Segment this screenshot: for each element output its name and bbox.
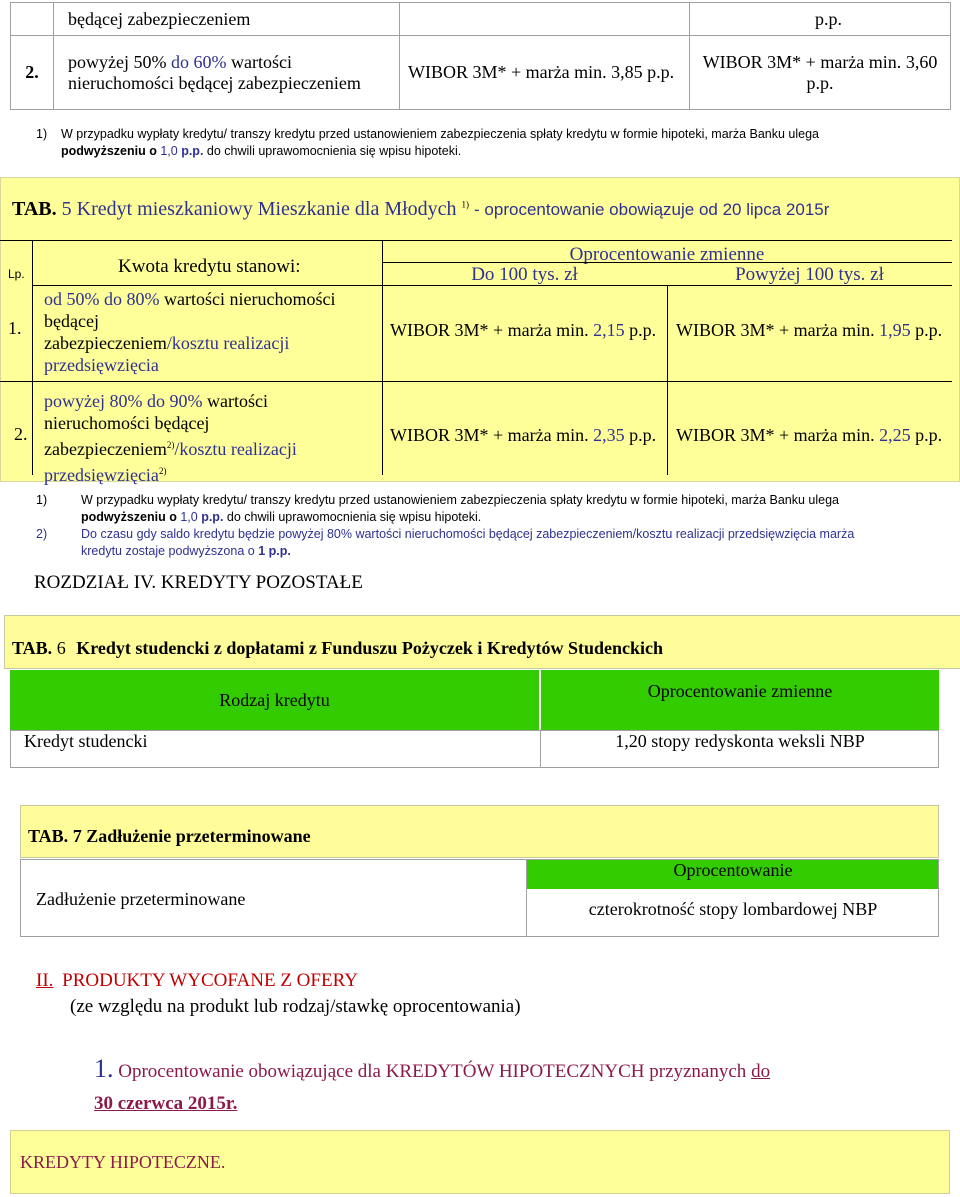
- kredyty-hipoteczne-label: [20, 1152, 225, 1173]
- powyzej100-header: [667, 264, 952, 286]
- row-desc-text: będącej zabezpieczeniem: [68, 8, 251, 29]
- top-table-row1-pp: [690, 3, 951, 36]
- lp-header-text: Lp.: [8, 267, 25, 281]
- tab5-title: [12, 198, 829, 221]
- header-text: Oprocentowanie: [673, 860, 793, 880]
- do100-header: [382, 264, 667, 286]
- heading-text: Oprocentowanie obowiązujące dla KREDYTÓW HIPOTECZNYCH przyznanych: [118, 1061, 747, 1082]
- cell-text: 1,20 stopy redyskonta weksli NBP: [615, 731, 865, 751]
- kwota-header-text: Kwota kredytu stanowi:: [118, 256, 301, 277]
- top-table-row1-empty: [400, 3, 690, 36]
- desc-part: przedsięwzięcia: [44, 465, 159, 485]
- desc-part: do: [170, 51, 189, 72]
- cell-text: czterokrotność stopy lombardowej NBP: [588, 899, 878, 919]
- footnote-text: kredytu zostaje podwyższona o: [81, 544, 255, 558]
- footnote-number: 2): [36, 527, 48, 541]
- tab7-title: [28, 826, 311, 847]
- tab6-col2-header: [541, 681, 939, 702]
- section-heading-rozdzial-iv: [34, 572, 363, 594]
- tab6-col1-header: [10, 690, 539, 711]
- tab-subtitle: - oprocentowanie obowiązuje od 20 lipca 2015r: [474, 200, 830, 219]
- section-ii-heading: [36, 970, 358, 992]
- rate-value: 3,60 p.p.: [806, 51, 938, 93]
- footnote-number: 1): [36, 127, 48, 141]
- tab-prefix: TAB.: [12, 198, 57, 220]
- header-text: Oprocentowanie zmienne: [647, 681, 833, 701]
- header-bottom-line: [32, 285, 952, 286]
- tab5-footnotes: [36, 492, 946, 560]
- tab6-row-value: [541, 731, 939, 752]
- desc-part: wartości nieruchomości będącej: [44, 289, 336, 331]
- rate-value: 2,25: [879, 425, 911, 445]
- rate-prefix: WIBOR 3M* + marża min.: [390, 425, 589, 445]
- section-subtitle: (ze względu na produkt lub rodzaj/stawkę oprocentowania): [70, 996, 521, 1017]
- desc-part: powyżej 50%: [68, 51, 167, 72]
- footnote-text: W przypadku wypłaty kredytu/ transzy kredytu przed ustanowieniem zabezpieczenia spłaty kredytu w formie hipoteki, marża Banku ulega: [61, 127, 819, 141]
- lp-text: 1.: [8, 318, 22, 338]
- tab6-row-name: [24, 731, 147, 752]
- rate-value: 1,95: [879, 320, 911, 340]
- desc-part: wartości nieruchomości będącej: [44, 391, 268, 433]
- footnote-1-line-2: [36, 509, 946, 526]
- desc-part: od 50%: [44, 289, 100, 309]
- row1-lp: [8, 318, 22, 339]
- heading-date: 30 czerwca 2015r.: [94, 1093, 238, 1114]
- tab-number: 6: [56, 638, 66, 658]
- heading-1: [94, 1053, 914, 1120]
- section-number: II.: [36, 970, 54, 991]
- desc-part: wartości nieruchomości będącej zabezpieczeniem: [68, 51, 361, 93]
- rate-pp: p.p.: [629, 320, 657, 340]
- footnote-value: 1,0: [160, 144, 178, 158]
- footnote-rest: do chwili uprawomocnienia się wpisu hipoteki.: [226, 510, 482, 524]
- desc-part: /kosztu realizacji: [174, 439, 297, 459]
- rate-pp: p.p.: [915, 425, 943, 445]
- tab-prefix: TAB.: [12, 638, 53, 658]
- desc-part: /kosztu realizacji przedsięwzięcia: [44, 333, 290, 375]
- footnote-line-2: [36, 143, 936, 160]
- row2-rate2: [676, 425, 942, 446]
- row1-desc: [44, 288, 374, 376]
- footnote-1-line-1: [36, 492, 946, 509]
- footnote-bold: podwyższeniu o: [81, 510, 177, 524]
- footnote-2-line-1: [36, 526, 946, 543]
- cell-text: Zadłużenie przeterminowane: [36, 889, 246, 909]
- desc-sup: 2): [166, 440, 175, 450]
- footnote-2-line-2: [36, 543, 946, 560]
- tab-prefix: TAB.: [28, 826, 69, 846]
- top-table-row2-lp: [11, 36, 54, 110]
- row1-rate2: [676, 320, 942, 341]
- footnote-text: Do czasu gdy saldo kredytu będzie powyżej 80% wartości nieruchomości będącej zabezpieczeniem/kosztu realizacji przedsięwzięcia marża: [81, 527, 855, 541]
- tab-title-text: 5 Kredyt mieszkaniowy Mieszkanie dla Młodych: [61, 198, 457, 220]
- rate-value: 2,35: [593, 425, 625, 445]
- rate-value: 2,15: [593, 320, 625, 340]
- rate-prefix: WIBOR 3M* + marża min.: [676, 320, 875, 340]
- header-text: Rodzaj kredytu: [219, 690, 330, 710]
- lp-text: 2.: [14, 424, 28, 444]
- row2-rate1: [390, 425, 656, 446]
- desc-part: do 80%: [104, 289, 160, 309]
- rate-pp: p.p.: [915, 320, 943, 340]
- row2-desc: [44, 390, 374, 486]
- top-table-row2-desc: [54, 36, 400, 110]
- footnote-rest: do chwili uprawomocnienia się wpisu hipoteki.: [206, 144, 462, 158]
- rate-prefix: WIBOR 3M* + marża min.: [408, 62, 607, 82]
- footnote-pp: p.p.: [181, 144, 204, 158]
- col-line: [32, 240, 33, 475]
- desc-part: zabezpieczeniem: [44, 439, 167, 459]
- col-line: [667, 285, 668, 475]
- tab-title-text: Kredyt studencki z dopłatami z Funduszu Pożyczek i Kredytów Studenckich: [76, 638, 664, 658]
- row2-lp: [14, 424, 28, 445]
- footnote-number: 1): [36, 493, 48, 507]
- footnote-pp: p.p.: [201, 510, 224, 524]
- top-table-row1-desc: [54, 3, 400, 36]
- tab-title-text: 7 Zadłużenie przeterminowane: [72, 826, 311, 846]
- footnote-top: [36, 126, 936, 160]
- heading-do: do: [751, 1061, 771, 1082]
- desc-part: powyżej 80%: [44, 391, 143, 411]
- rate-prefix: WIBOR 3M* + marża min.: [390, 320, 589, 340]
- top-table-row2-rate-left: [400, 36, 690, 110]
- footnote-value: 1,0: [180, 510, 198, 524]
- rate-prefix: WIBOR 3M* + marża min.: [676, 425, 875, 445]
- lp-text: 2.: [25, 62, 39, 82]
- rate-value: 3,85 p.p.: [611, 62, 675, 82]
- desc-sup: 2): [158, 466, 167, 476]
- tab7-row-value: [527, 899, 939, 920]
- cell-text: Kredyt studencki: [24, 731, 148, 751]
- rate-pp: p.p.: [629, 425, 657, 445]
- footnote-line-1: [36, 126, 936, 143]
- section-title: ROZDZIAŁ IV. KREDYTY POZOSTAŁE: [34, 572, 363, 593]
- section-title: PRODUKTY WYCOFANE Z OFERY: [62, 970, 358, 991]
- header-divider: [382, 262, 952, 263]
- section-ii-subtitle: [70, 996, 521, 1018]
- top-table-cell-lp-empty: [11, 3, 54, 36]
- row-separator: [0, 381, 952, 382]
- desc-part: 60%: [193, 51, 227, 72]
- tab7-row-name: [36, 889, 245, 910]
- footnote-value: 1 p.p.: [258, 544, 291, 558]
- pp-text: p.p.: [815, 8, 842, 29]
- desc-part: zabezpieczeniem: [44, 333, 167, 353]
- tab5-table: [0, 240, 958, 485]
- row1-rate1: [390, 320, 656, 341]
- tab7-col2-header: [527, 860, 939, 881]
- powyzej100-text: Powyżej 100 tys. zł: [735, 264, 884, 285]
- top-table-row2-rate-right: [690, 36, 951, 110]
- top-rate-table: [10, 2, 951, 110]
- do100-text: Do 100 tys. zł: [471, 264, 578, 285]
- footnote-bold: podwyższeniu o: [61, 144, 157, 158]
- oprocentowanie-header-text: Oprocentowanie zmienne: [569, 244, 765, 265]
- title-sup: 1): [461, 199, 470, 210]
- col-line: [382, 240, 383, 475]
- footnote-text: W przypadku wypłaty kredytu/ transzy kredytu przed ustanowieniem zabezpieczenia spłaty kredytu w formie hipoteki, marża Banku ulega: [81, 493, 839, 507]
- lp-header: [8, 267, 25, 281]
- kwota-header: [118, 256, 301, 278]
- label-text: KREDYTY HIPOTECZNE.: [20, 1152, 226, 1172]
- heading-number: 1.: [94, 1054, 114, 1083]
- desc-part: do 90%: [146, 391, 203, 411]
- rate-prefix: WIBOR 3M* + marża min.: [702, 51, 902, 72]
- tab6-title: [12, 638, 663, 659]
- table-top-line: [0, 240, 952, 241]
